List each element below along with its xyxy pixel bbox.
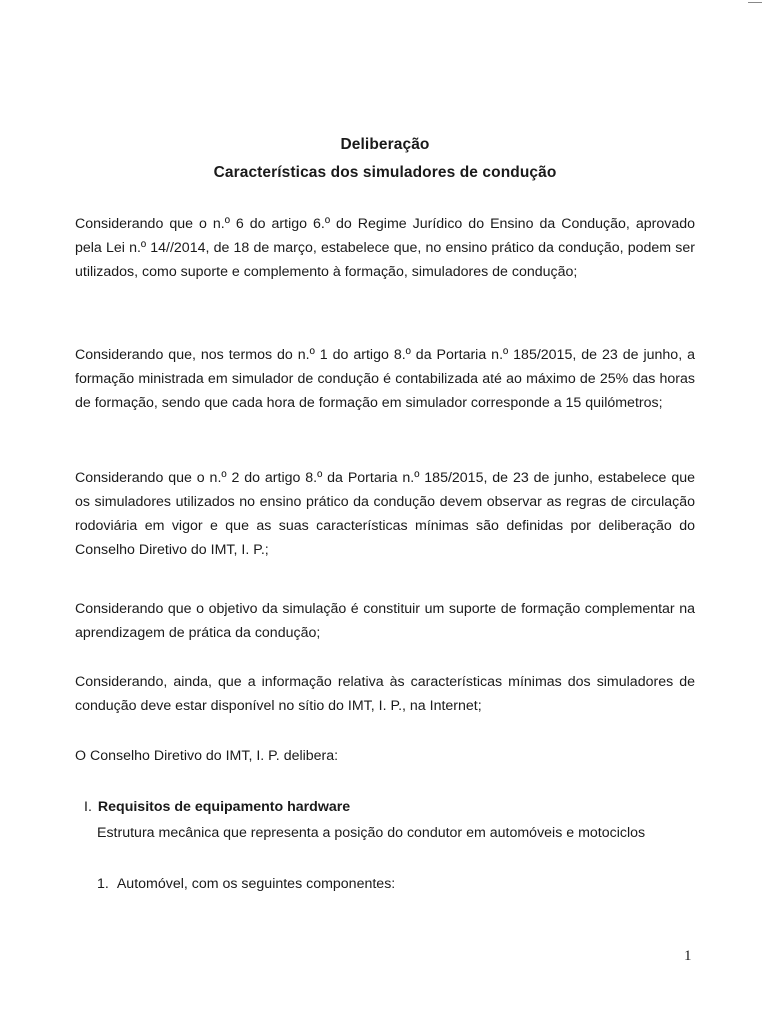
section-number: I. (84, 799, 92, 815)
paragraph: Considerando que o objetivo da simulação é constituir um suporte de formação complementar na aprendizagem de prática da condução; (75, 601, 695, 641)
paragraph: Considerando que o n.º 2 do artigo 8.º da Portaria n.º 185/2015, de 23 de junho, estabelece que os simuladores utilizados no ensino prático da condução devem observar as regras de circulação rodoviária em vigor e que as suas características mínimas são definidas por deliberação do Conselho Diretivo do IMT, I. P.; (75, 470, 695, 558)
list-item (97, 874, 395, 894)
paragraph: Considerando que o n.º 6 do artigo 6.º do Regime Jurídico do Ensino da Condução, aprovado pela Lei n.º 14//2014, de 18 de março, estabelece que, no ensino prático da condução, podem ser utilizados, como suporte e complemento à formação, simuladores de condução; (75, 216, 695, 280)
document-subtitle: Características dos simuladores de condução (213, 164, 557, 181)
section-title: Requisitos de equipamento hardware (97, 799, 351, 815)
list-item-number: 1. (97, 876, 109, 892)
scan-mark (748, 2, 762, 3)
paragraph: O Conselho Diretivo do IMT, I. P. delibera: (75, 748, 339, 764)
section-heading (84, 797, 350, 817)
paragraph: Considerando, ainda, que a informação relativa às características mínimas dos simuladores de condução deve estar disponível no sítio do IMT, I. P., na Internet; (75, 674, 695, 714)
document-title: Deliberação (340, 136, 430, 153)
page-number: 1 (684, 948, 692, 964)
list-item-text: Automóvel, com os seguintes componentes: (116, 876, 396, 892)
section-description: Estrutura mecânica que representa a posição do condutor em automóveis e motociclos (97, 825, 646, 841)
paragraph: Considerando que, nos termos do n.º 1 do artigo 8.º da Portaria n.º 185/2015, de 23 de junho, a formação ministrada em simulador de condução é contabilizada até ao máximo de 25% das horas de formação, sendo que cada hora de formação em simulador corresponde a 15 quilómetros; (75, 347, 695, 411)
